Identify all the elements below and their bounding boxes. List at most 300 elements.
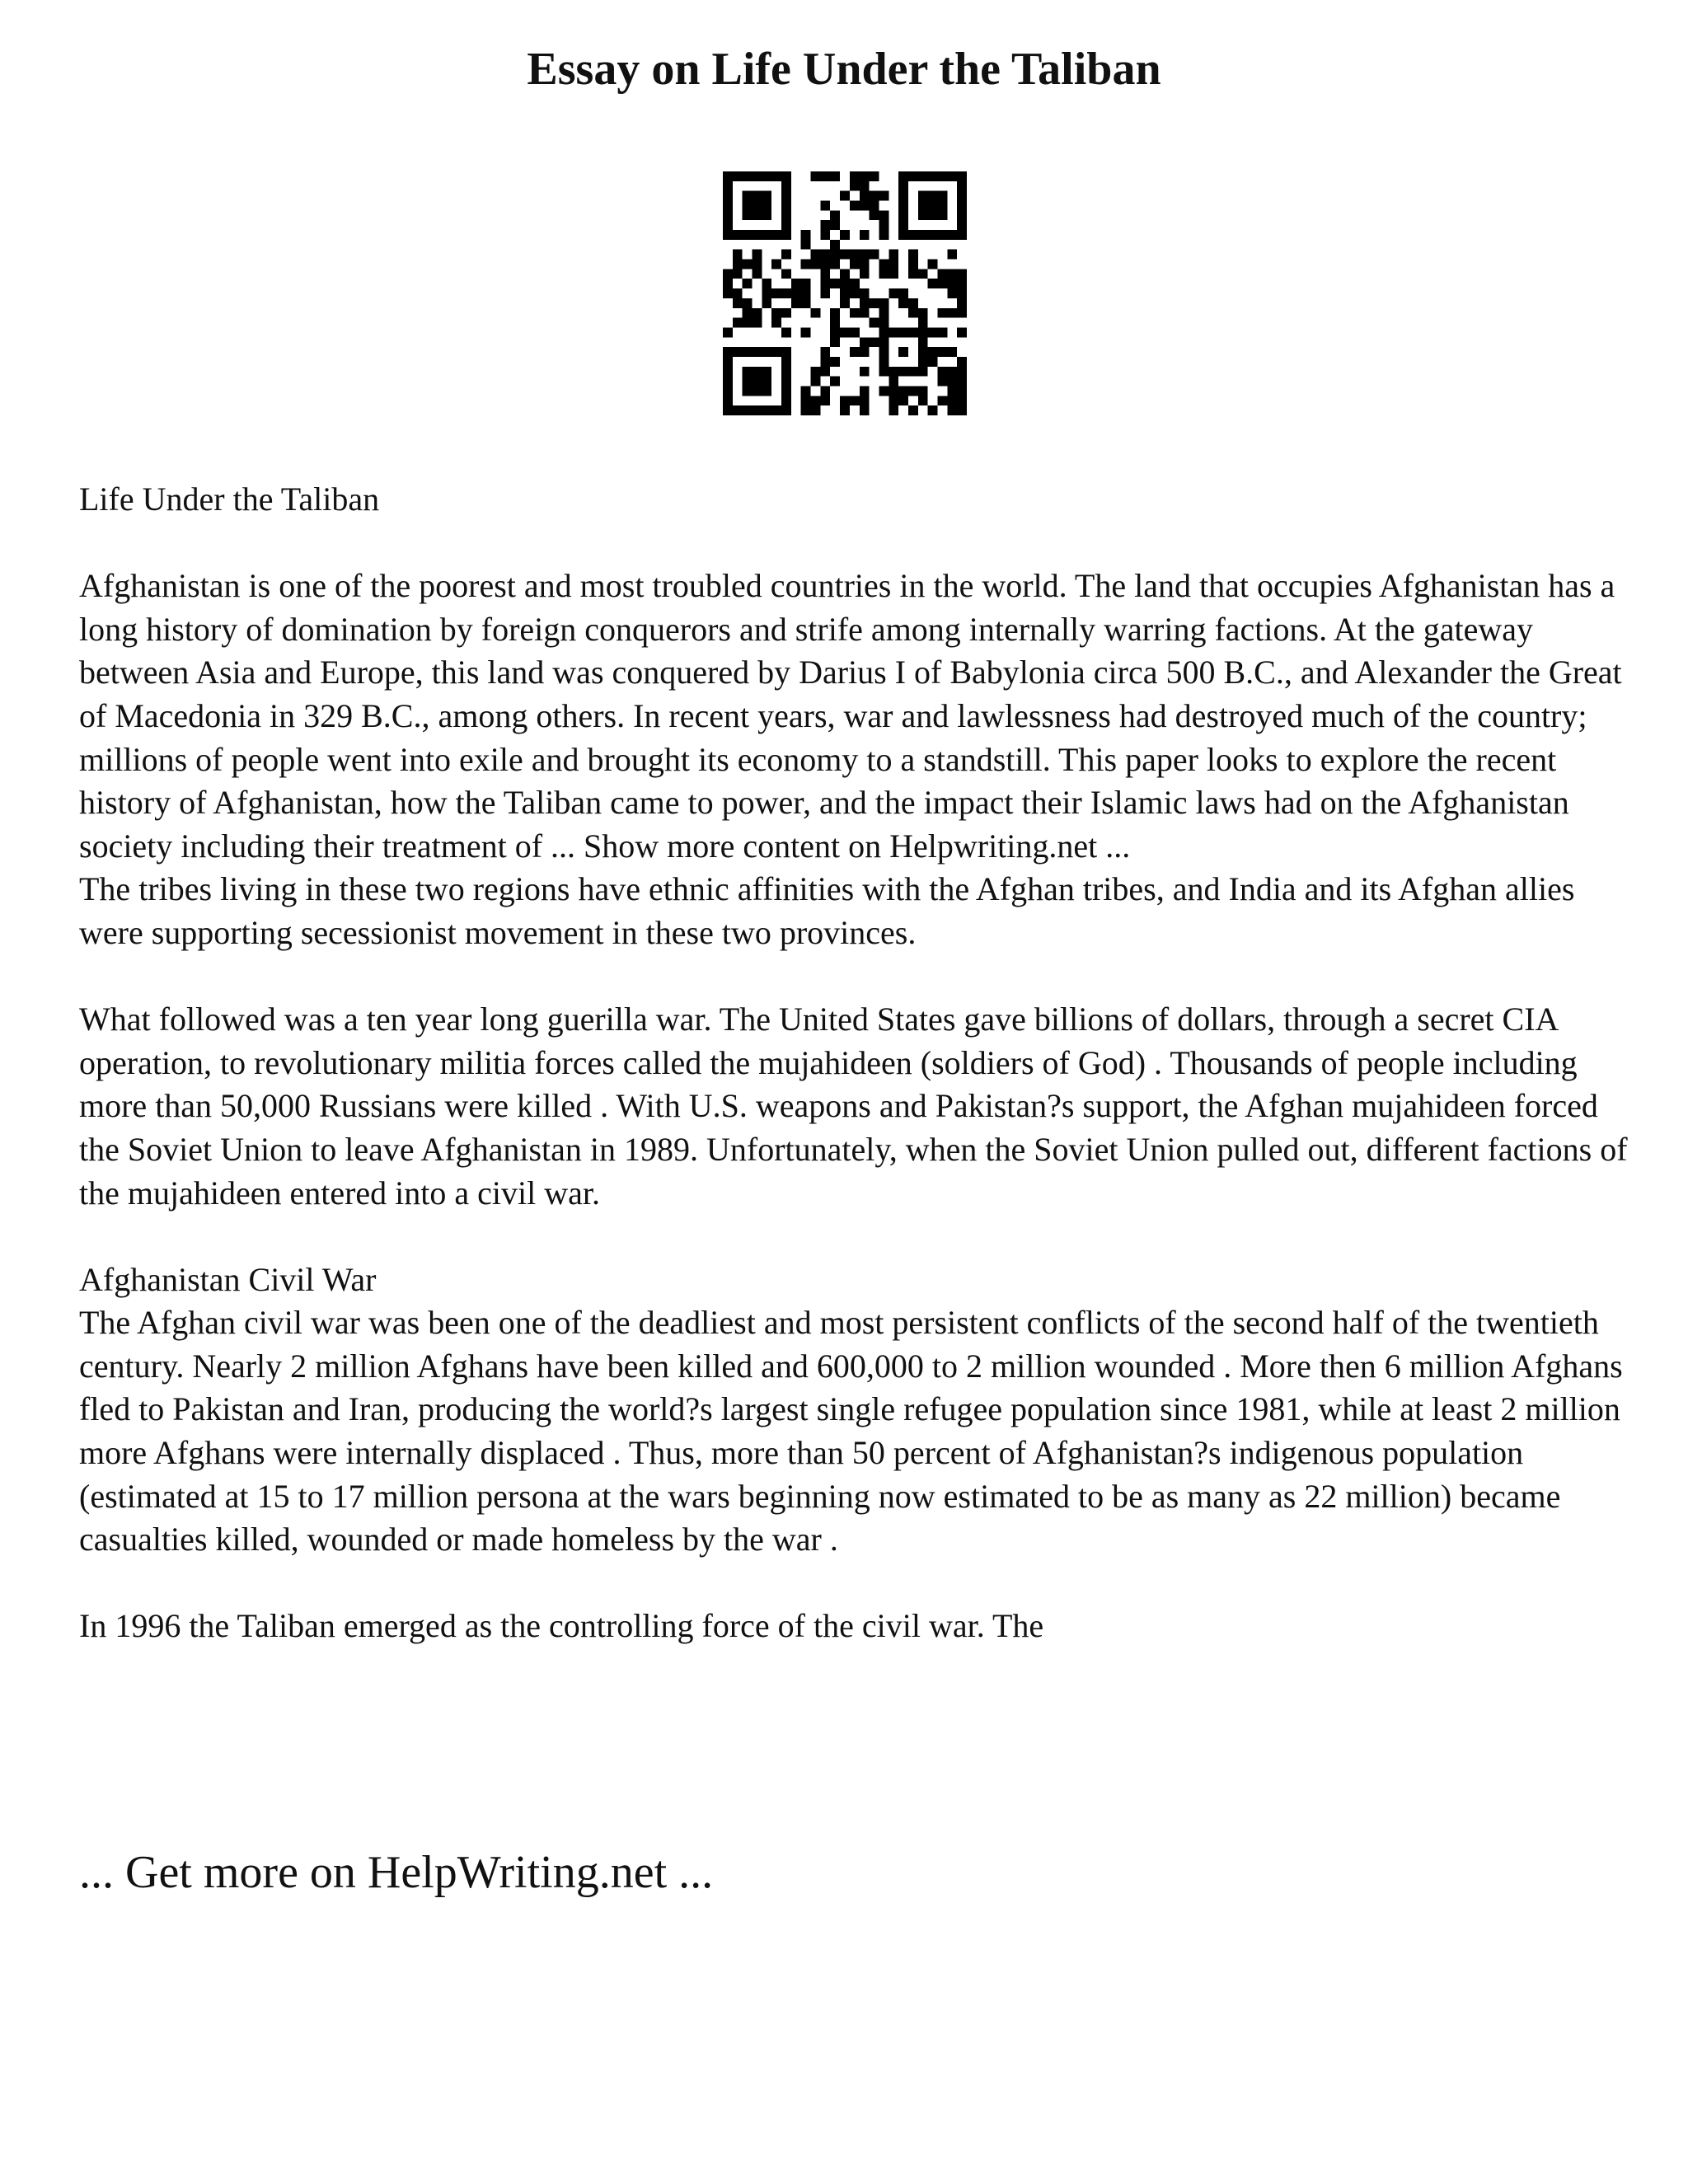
qr-module (850, 288, 860, 298)
qr-module (771, 318, 781, 328)
qr-module (762, 377, 771, 387)
qr-module (753, 269, 762, 279)
qr-module (860, 260, 870, 269)
qr-module (743, 377, 753, 387)
qr-module (898, 288, 908, 298)
qr-module (753, 201, 762, 211)
qr-module (733, 347, 743, 357)
qr-module (918, 386, 928, 396)
qr-module (801, 386, 811, 396)
qr-module (723, 377, 733, 387)
qr-module (908, 367, 918, 377)
qr-module (928, 230, 938, 240)
qr-module (723, 327, 733, 337)
qr-module (879, 337, 889, 347)
qr-module (928, 201, 938, 211)
qr-module (762, 191, 771, 201)
qr-module (908, 327, 918, 337)
qr-module (947, 250, 957, 260)
qr-module (723, 367, 733, 377)
qr-code-graphic (723, 171, 967, 415)
qr-module (753, 377, 762, 387)
qr-module (840, 269, 850, 279)
qr-module (957, 357, 967, 367)
qr-module (781, 396, 791, 405)
qr-module (937, 396, 947, 405)
qr-module (860, 308, 870, 318)
qr-module (918, 337, 928, 347)
qr-module (840, 405, 850, 415)
qr-module (801, 230, 811, 240)
qr-module (898, 210, 908, 220)
qr-module (820, 201, 830, 211)
qr-module (908, 260, 918, 269)
qr-module (889, 250, 898, 260)
qr-module (801, 260, 811, 269)
qr-module (771, 405, 781, 415)
qr-module (840, 298, 850, 308)
qr-module (860, 386, 870, 396)
qr-module (743, 405, 753, 415)
qr-module (781, 210, 791, 220)
qr-module (811, 367, 821, 377)
qr-module (762, 405, 771, 415)
qr-module (898, 367, 908, 377)
qr-module (889, 269, 898, 279)
qr-module (781, 201, 791, 211)
qr-module (771, 308, 781, 318)
qr-module (928, 279, 938, 288)
qr-module (850, 171, 860, 181)
qr-module (918, 201, 928, 211)
qr-module (830, 357, 840, 367)
qr-module (753, 171, 762, 181)
paragraph-intro: Afghanistan is one of the poorest and most troubled countries in the world. The land that occupies Afghanistan has a long history of domination by foreign conquerors and strife among internally warring factions. At the gateway between Asia and Europe, this land was conquered by Darius I of Babylonia circa 500 B.C., and Alexander the Great of Macedonia in 329 B.C., among others. In recent years, war and lawlessness had destroyed much of the country; millions of people went into exile and brought its economy to a standstill. This paper looks to explore the recent history of Afghanistan, how the Taliban came to power, and the impact their Islamic laws had on the Afghanistan society including their treatment of ... Show more content on Helpwriting.net ... (79, 567, 1622, 865)
qr-module (753, 260, 762, 269)
qr-module (870, 318, 879, 328)
qr-module (957, 171, 967, 181)
qr-module (879, 308, 889, 318)
qr-module (860, 396, 870, 405)
qr-module (860, 347, 870, 357)
qr-module (840, 230, 850, 240)
paragraph-spacer (79, 1562, 1629, 1605)
qr-module (870, 337, 879, 347)
qr-module (947, 367, 957, 377)
qr-module (947, 347, 957, 357)
qr-module (723, 191, 733, 201)
qr-module (830, 240, 840, 250)
qr-module (840, 250, 850, 260)
qr-module (850, 396, 860, 405)
qr-module (811, 250, 821, 260)
qr-module (860, 298, 870, 308)
qr-module (889, 386, 898, 396)
qr-module (723, 386, 733, 396)
qr-module (801, 405, 811, 415)
qr-module (850, 201, 860, 211)
qr-module (743, 260, 753, 269)
qr-module (957, 298, 967, 308)
qr-module (918, 396, 928, 405)
qr-module (811, 260, 821, 269)
qr-module (937, 308, 947, 318)
qr-module (781, 377, 791, 387)
qr-module (898, 396, 908, 405)
qr-module (753, 308, 762, 318)
qr-module (918, 269, 928, 279)
qr-module (743, 386, 753, 396)
qr-module (908, 405, 918, 415)
get-more-link[interactable]: ... Get more on HelpWriting.net ... (79, 1847, 714, 1898)
qr-module (870, 298, 879, 308)
qr-module (820, 357, 830, 367)
qr-module (918, 327, 928, 337)
qr-module (879, 367, 889, 377)
qr-module (918, 191, 928, 201)
qr-module (811, 396, 821, 405)
qr-module (801, 327, 811, 337)
qr-module (781, 367, 791, 377)
qr-module (937, 201, 947, 211)
qr-module (947, 308, 957, 318)
qr-module (830, 210, 840, 220)
qr-module (830, 337, 840, 347)
qr-module (723, 357, 733, 367)
qr-module (801, 279, 811, 288)
qr-module (820, 367, 830, 377)
qr-module (820, 279, 830, 288)
qr-module (733, 269, 743, 279)
qr-module (781, 405, 791, 415)
qr-module (743, 347, 753, 357)
qr-module (723, 201, 733, 211)
qr-module (771, 171, 781, 181)
qr-module (937, 279, 947, 288)
qr-module (762, 386, 771, 396)
qr-module (820, 288, 830, 298)
qr-module (801, 288, 811, 298)
qr-module (957, 386, 967, 396)
qr-module (830, 308, 840, 318)
qr-module (820, 250, 830, 260)
qr-module (957, 210, 967, 220)
qr-module (811, 308, 821, 318)
qr-module (860, 230, 870, 240)
qr-module (840, 288, 850, 298)
qr-module (771, 260, 781, 269)
qr-module (723, 347, 733, 357)
paragraph-spacer (79, 522, 1629, 565)
qr-module (723, 269, 733, 279)
qr-module (781, 327, 791, 337)
qr-module (918, 308, 928, 318)
qr-module (840, 396, 850, 405)
qr-module (830, 171, 840, 181)
qr-module (820, 396, 830, 405)
qr-module (811, 405, 821, 415)
qr-module (898, 230, 908, 240)
qr-module (947, 405, 957, 415)
qr-module (860, 269, 870, 279)
qr-module (781, 347, 791, 357)
qr-module (889, 405, 898, 415)
qr-module (723, 181, 733, 191)
qr-module (723, 288, 733, 298)
qr-module (791, 298, 801, 308)
qr-module (898, 181, 908, 191)
qr-module (820, 386, 830, 396)
paragraph-guerilla-war: What followed was a ten year long guerilla war. The United States gave billions of dollars, through a secret CIA operation, to revolutionary militia forces called the mujahideen (soldiers of God) . Thousands of people including more than 50,000 Russians were killed . With U.S. weapons and Pakistan?s support, the Afghan mujahideen forced the Soviet Union to leave Afghanistan in 1989. Unfortunately, when the Soviet Union pulled out, different factions of the mujahideen entered into a civil war. (79, 1001, 1628, 1212)
qr-module (743, 201, 753, 211)
qr-module (879, 269, 889, 279)
paragraph-tribes: The tribes living in these two regions have ethnic affinities with the Afghan tribes, and India and its Afghan allies were supporting secessionist movement in these two provinces. (79, 870, 1575, 951)
qr-module (898, 386, 908, 396)
qr-module (957, 288, 967, 298)
qr-module (937, 347, 947, 357)
qr-module (781, 386, 791, 396)
qr-module (957, 405, 967, 415)
qr-module (850, 327, 860, 337)
qr-module (820, 230, 830, 240)
qr-module (733, 171, 743, 181)
qr-module (723, 279, 733, 288)
qr-module (840, 327, 850, 337)
qr-module (850, 250, 860, 260)
qr-module (762, 367, 771, 377)
qr-module (918, 357, 928, 367)
qr-module (850, 308, 860, 318)
qr-module (850, 279, 860, 288)
qr-module (781, 269, 791, 279)
qr-module (723, 396, 733, 405)
subheading-civil-war: Afghanistan Civil War (79, 1260, 377, 1298)
qr-module (781, 357, 791, 367)
qr-module (879, 327, 889, 337)
qr-module (723, 210, 733, 220)
qr-module (870, 210, 879, 220)
qr-module (860, 337, 870, 347)
qr-module (870, 191, 879, 201)
qr-module (743, 191, 753, 201)
qr-module (937, 377, 947, 387)
qr-module (781, 220, 791, 230)
paragraph-spacer (79, 1215, 1629, 1258)
qr-module (898, 220, 908, 230)
qr-module (820, 171, 830, 181)
qr-module (889, 377, 898, 387)
qr-module (733, 250, 743, 260)
qr-module (908, 386, 918, 396)
qr-module (860, 171, 870, 181)
qr-module (781, 171, 791, 181)
qr-module (820, 347, 830, 357)
document-title: Essay on Life Under the Taliban (527, 44, 1161, 95)
qr-module (889, 396, 898, 405)
qr-module (830, 377, 840, 387)
qr-module (791, 288, 801, 298)
qr-module (937, 210, 947, 220)
qr-module (898, 171, 908, 181)
qr-module (908, 308, 918, 318)
qr-module (723, 405, 733, 415)
qr-module (801, 396, 811, 405)
qr-module (898, 191, 908, 201)
qr-module (820, 220, 830, 230)
qr-module (791, 279, 801, 288)
qr-module (908, 250, 918, 260)
qr-module (879, 191, 889, 201)
qr-module (753, 230, 762, 240)
qr-module (928, 347, 938, 357)
qr-module (957, 220, 967, 230)
qr-module (753, 191, 762, 201)
qr-module (830, 220, 840, 230)
qr-module (937, 367, 947, 377)
qr-module (928, 357, 938, 367)
qr-module (850, 347, 860, 357)
section-heading: Life Under the Taliban (79, 480, 380, 518)
qr-module (879, 260, 889, 269)
qr-module (762, 288, 771, 298)
qr-module (733, 230, 743, 240)
qr-module (733, 288, 743, 298)
qr-module (733, 405, 743, 415)
qr-module (753, 386, 762, 396)
qr-module (947, 230, 957, 240)
qr-module (860, 201, 870, 211)
qr-module (889, 260, 898, 269)
qr-module (957, 269, 967, 279)
qr-module (957, 377, 967, 387)
qr-module (771, 288, 781, 298)
qr-module (947, 396, 957, 405)
qr-module (928, 210, 938, 220)
qr-module (762, 171, 771, 181)
qr-module (723, 171, 733, 181)
qr-module (957, 327, 967, 337)
qr-module (879, 220, 889, 230)
qr-module (840, 191, 850, 201)
qr-module (781, 288, 791, 298)
qr-module (762, 298, 771, 308)
qr-module (801, 298, 811, 308)
qr-module (753, 250, 762, 260)
qr-module (957, 181, 967, 191)
qr-module (928, 405, 938, 415)
paragraph-spacer (79, 955, 1629, 999)
qr-module (743, 308, 753, 318)
qr-module (957, 279, 967, 288)
qr-module (733, 260, 743, 269)
qr-module (947, 377, 957, 387)
qr-module (781, 191, 791, 201)
essay-body (79, 478, 1629, 1648)
qr-module (753, 347, 762, 357)
qr-module (762, 210, 771, 220)
qr-module (918, 171, 928, 181)
qr-module (928, 171, 938, 181)
qr-module (928, 327, 938, 337)
qr-module (937, 171, 947, 181)
paragraph-taliban-1996: In 1996 the Taliban emerged as the controlling force of the civil war. The (79, 1607, 1044, 1645)
qr-module (830, 327, 840, 337)
qr-module (918, 210, 928, 220)
qr-module (870, 201, 879, 211)
qr-module (762, 279, 771, 288)
qr-module (850, 260, 860, 269)
qr-module (957, 396, 967, 405)
qr-module (918, 318, 928, 328)
qr-module (830, 279, 840, 288)
qr-module (762, 347, 771, 357)
qr-module (860, 367, 870, 377)
qr-module (743, 210, 753, 220)
qr-module (830, 260, 840, 269)
qr-module (781, 230, 791, 240)
qr-module (879, 357, 889, 367)
qr-module (957, 201, 967, 211)
qr-module (937, 230, 947, 240)
qr-module (908, 298, 918, 308)
qr-module (898, 298, 908, 308)
qr-module (820, 269, 830, 279)
qr-module (850, 181, 860, 191)
qr-module (811, 377, 821, 387)
qr-module (762, 201, 771, 211)
qr-module (753, 405, 762, 415)
qr-module (830, 250, 840, 260)
qr-module (937, 327, 947, 337)
qr-module (723, 230, 733, 240)
qr-module (723, 220, 733, 230)
qr-module (889, 288, 898, 298)
qr-module (947, 171, 957, 181)
qr-module (879, 318, 889, 328)
qr-module (947, 288, 957, 298)
qr-module (771, 347, 781, 357)
qr-module (879, 210, 889, 220)
qr-module (781, 250, 791, 260)
qr-module (753, 210, 762, 220)
paragraph-civil-war: The Afghan civil war was been one of the deadliest and most persistent conflicts of the second half of the twentieth century. Nearly 2 million Afghans have been killed and 600,000 to 2 million wounded . More then 6 million Afghans fled to Pakistan and Iran, producing the world?s largest single refugee population since 1981, while at least 2 million more Afghans were internally displaced . Thus, more than 50 percent of Afghanistan?s indigenous population (estimated at 15 to 17 million persona at the wars beginning now estimated to be as many as 22 million) became casualties killed, wounded or made homeless by the war . (79, 1304, 1623, 1558)
qr-module (743, 171, 753, 181)
qr-module (860, 181, 870, 191)
qr-module (918, 367, 928, 377)
qr-module (860, 250, 870, 260)
qr-module (918, 230, 928, 240)
qr-module (860, 288, 870, 298)
qr-module (898, 347, 908, 357)
qr-module (743, 279, 753, 288)
qr-module (781, 181, 791, 191)
qr-module (879, 230, 889, 240)
qr-module (743, 298, 753, 308)
qr-module (908, 230, 918, 240)
qr-module (898, 201, 908, 211)
qr-module (928, 260, 938, 269)
qr-code-icon (723, 171, 967, 415)
qr-module (957, 308, 967, 318)
qr-module (918, 347, 928, 357)
qr-module (781, 308, 791, 318)
qr-module (811, 171, 821, 181)
qr-module (908, 171, 918, 181)
qr-module (889, 327, 898, 337)
qr-module (947, 386, 957, 396)
qr-module (937, 269, 947, 279)
qr-module (801, 240, 811, 250)
